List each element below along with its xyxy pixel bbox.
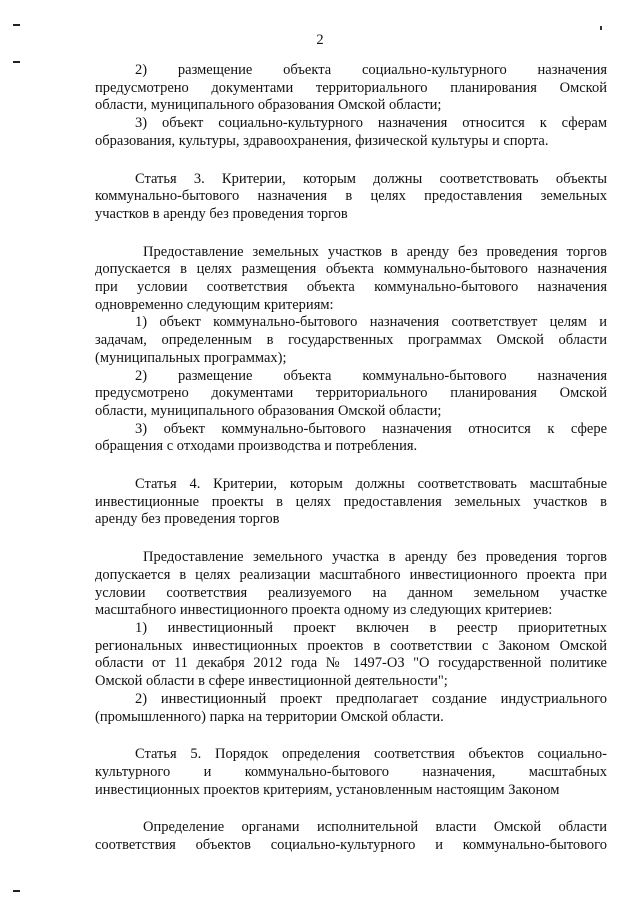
paragraph bbox=[95, 549, 607, 620]
margin-mark bbox=[13, 24, 20, 26]
list-item bbox=[95, 421, 607, 456]
text-line: задачам, определенным в государственных программах Омской области bbox=[95, 332, 607, 349]
list-item bbox=[95, 314, 607, 367]
text-line: обращения с отходами производства и потребления. bbox=[95, 438, 418, 455]
heading-line: инвестиционных проектов критериям, установленным настоящим Законом bbox=[95, 781, 560, 798]
article-heading bbox=[95, 476, 607, 529]
text-line: образования, культуры, здравоохранения, физической культуры и спорта. bbox=[95, 132, 549, 149]
article-heading bbox=[95, 171, 607, 224]
text-line: условии соответствия реализуемого на данном земельном участке bbox=[95, 584, 607, 601]
text-line: 1) объект коммунально-бытового назначения соответствует целям и bbox=[135, 314, 607, 331]
text-line: области от 11 декабря 2012 года № 1497-ОЗ "О государственной политике bbox=[95, 655, 607, 672]
margin-mark bbox=[13, 890, 20, 892]
text-line: при условии соответствия объекта коммунально-бытового назначения bbox=[95, 279, 607, 296]
text-line: (муниципальных программах); bbox=[95, 349, 287, 366]
text-line: 2) размещение объекта коммунально-бытового назначения bbox=[135, 367, 607, 384]
text-line: 3) объект коммунально-бытового назначения относится к сфере bbox=[135, 420, 607, 437]
document-body bbox=[95, 62, 607, 855]
text-line: 1) инвестиционный проект включен в реестр приоритетных bbox=[135, 619, 607, 636]
margin-mark bbox=[13, 61, 20, 63]
text-line: допускается в целях размещения объекта коммунально-бытового назначения bbox=[95, 261, 607, 278]
text-line: Предоставление земельных участков в аренду без проведения торгов bbox=[143, 243, 607, 260]
heading-line: Статья 4. Критерии, которым должны соответствовать масштабные bbox=[135, 476, 607, 493]
text-line: предусмотрено документами территориального планирования Омской bbox=[95, 385, 607, 402]
heading-line: аренду без проведения торгов bbox=[95, 511, 280, 528]
text-line: масштабного инвестиционного проекта одному из следующих критериев: bbox=[95, 602, 553, 619]
text-line: области, муниципального образования Омской области; bbox=[95, 402, 442, 419]
article-heading bbox=[95, 746, 607, 799]
scan-mark bbox=[600, 26, 602, 30]
heading-line: Статья 5. Порядок определения соответствия объектов социально- bbox=[135, 746, 607, 763]
text-line: 2) размещение объекта социально-культурного назначения bbox=[135, 62, 607, 78]
list-item bbox=[95, 368, 607, 421]
text-line: Омской области в сфере инвестиционной деятельности"; bbox=[95, 673, 448, 690]
page-number: 2 bbox=[316, 32, 324, 48]
text-line: Предоставление земельного участка в аренду без проведения торгов bbox=[143, 549, 607, 566]
text-line: 3) объект социально-культурного назначения относится к сферам bbox=[135, 115, 607, 132]
list-item bbox=[95, 115, 607, 150]
text-line: Определение органами исполнительной власти Омской области bbox=[143, 819, 607, 836]
list-item bbox=[95, 691, 607, 726]
paragraph bbox=[95, 244, 607, 315]
text-line: допускается в целях реализации масштабного инвестиционного проекта при bbox=[95, 566, 607, 583]
text-line: предусмотрено документами территориального планирования Омской bbox=[95, 79, 607, 96]
text-line: (промышленного) парка на территории Омской области. bbox=[95, 708, 444, 725]
paragraph bbox=[95, 819, 607, 854]
heading-line: инвестиционные проекты в целях предоставления земельных участков в bbox=[95, 493, 607, 510]
text-line: 2) инвестиционный проект предполагает создание индустриального bbox=[135, 690, 607, 707]
heading-line: участков в аренду без проведения торгов bbox=[95, 205, 348, 222]
text-line: региональных инвестиционных проектов в соответствии с Законом Омской bbox=[95, 637, 607, 654]
list-item bbox=[95, 620, 607, 691]
heading-line: коммунально-бытового назначения в целях предоставления земельных bbox=[95, 188, 607, 205]
heading-line: Статья 3. Критерии, которым должны соответствовать объекты bbox=[135, 170, 607, 187]
text-line: одновременно следующим критериям: bbox=[95, 296, 334, 313]
list-item bbox=[95, 62, 607, 115]
text-line: соответствия объектов социально-культурного и коммунально-бытового bbox=[95, 837, 607, 854]
heading-line: культурного и коммунально-бытового назначения, масштабных bbox=[95, 763, 607, 780]
text-line: области, муниципального образования Омской области; bbox=[95, 97, 442, 114]
